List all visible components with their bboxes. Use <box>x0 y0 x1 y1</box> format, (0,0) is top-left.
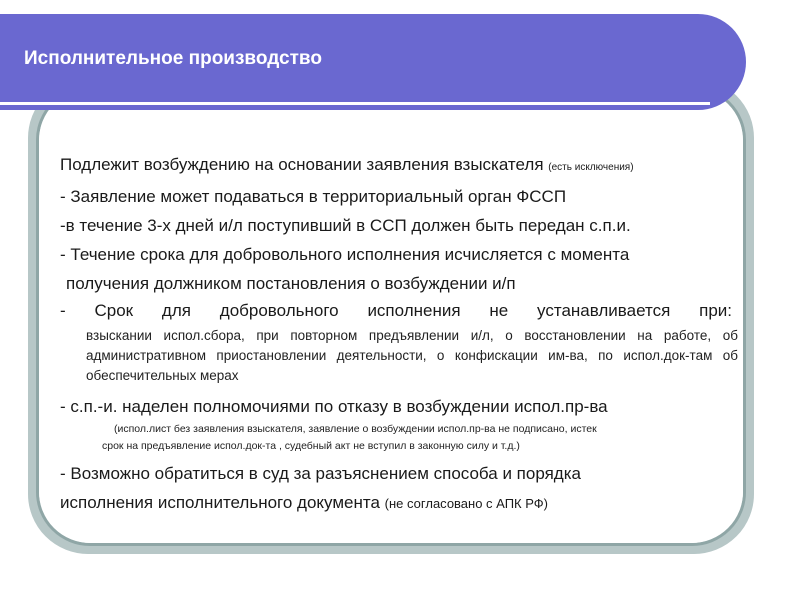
slide-content <box>60 150 740 518</box>
term-word: - <box>60 301 66 320</box>
court-line <box>60 488 740 518</box>
refusal-line: - с.п.-и. наделен полномочиями по отказу в возбуждении испол.пр-ва <box>60 397 608 416</box>
term-word: не <box>489 301 509 320</box>
term-word: добровольного <box>219 301 339 320</box>
slide-title: Исполнительное производство <box>24 48 322 69</box>
banner-underline <box>0 102 710 105</box>
text-line: получения должником постановления о возбуждении и/п <box>66 274 516 293</box>
term-word: исполнения <box>367 301 461 320</box>
text-line: - Течение срока для добровольного исполнения исчисляется с момента <box>60 245 630 264</box>
court-line: - Возможно обратиться в суд за разъяснением способа и порядка <box>60 464 581 483</box>
text-line-note: (есть исключения) <box>548 162 634 173</box>
refusal-details <box>60 421 738 455</box>
court-line-main: исполнения исполнительного документа <box>60 493 385 512</box>
term-word: при: <box>699 301 732 320</box>
term-details: взыскании испол.сбора, при повторном предъявлении и/л, о восстановлении на работе, об административном приостановлении деятельности, о конфискации им-ва, по испол.док-там об обеспечительных мерах <box>86 328 738 383</box>
refusal-details-line: срок на предъявление испол.док-та , судебный акт не вступил в законную силу и т.д.) <box>102 440 520 452</box>
term-word: Срок <box>94 301 134 320</box>
text-line: - Заявление может подаваться в территориальный орган ФССП <box>60 187 567 206</box>
text-line: -в течение 3-х дней и/л поступивший в ССП должен быть передан с.п.и. <box>60 216 631 235</box>
term-word: для <box>161 301 191 320</box>
text-line-main: Подлежит возбуждению на основании заявления взыскателя <box>60 155 549 174</box>
term-line <box>60 298 732 324</box>
term-word: устанавливается <box>537 301 671 320</box>
court-note: (не согласовано с АПК РФ) <box>384 496 548 511</box>
text-line <box>60 150 740 182</box>
refusal-details-line: (испол.лист без заявления взыскателя, заявление о возбуждении испол.пр-ва не подписано, истек <box>114 423 597 435</box>
